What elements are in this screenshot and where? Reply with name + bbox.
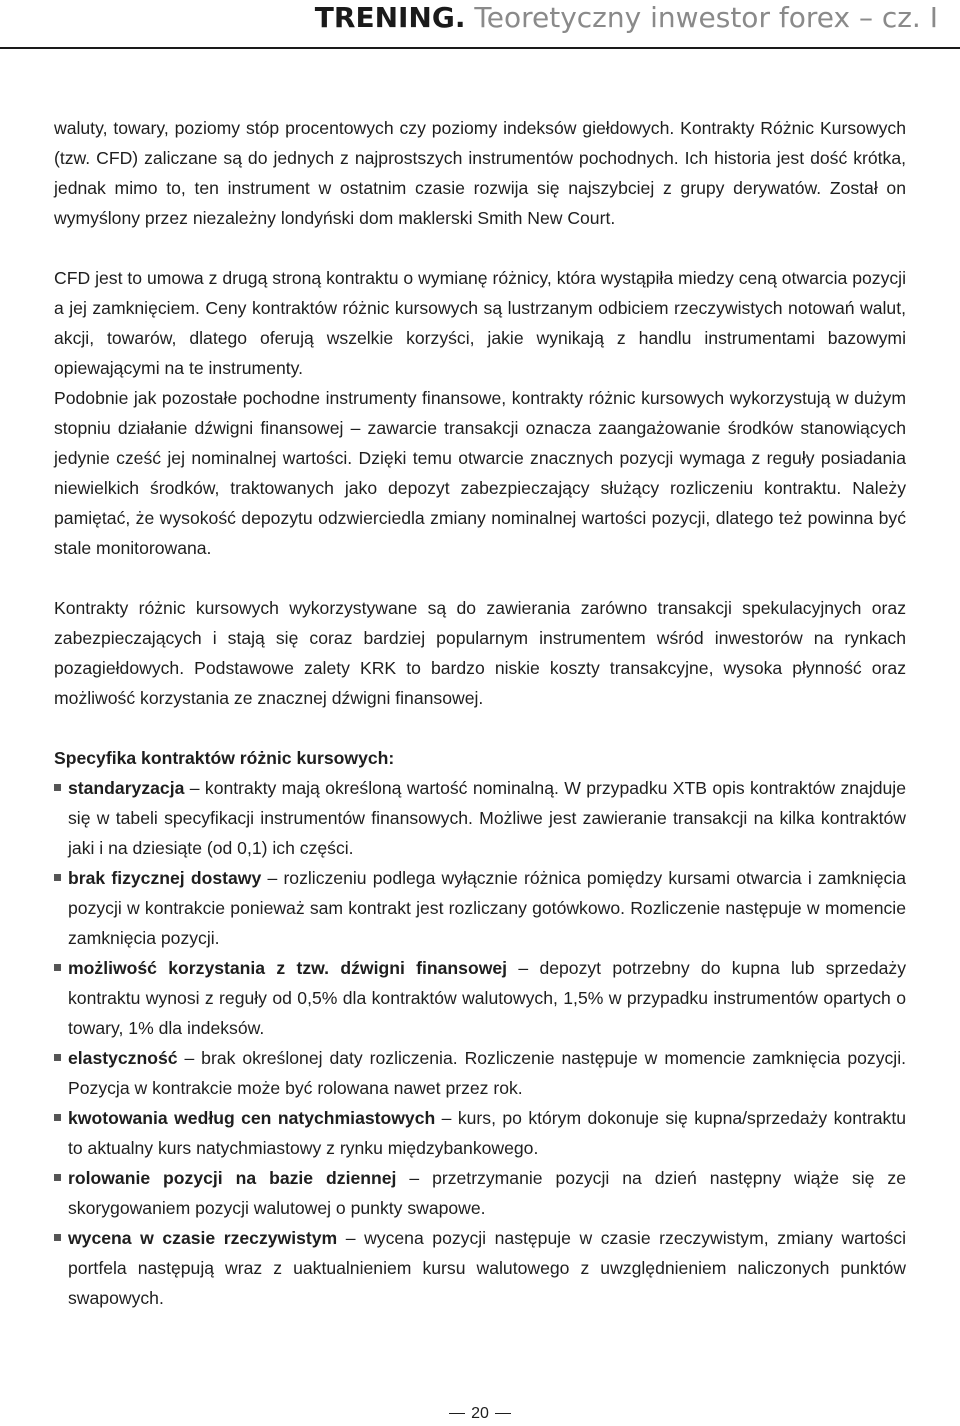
page-header (315, 0, 938, 44)
footer-dash-left (449, 1413, 465, 1414)
square-bullet-icon (54, 1234, 61, 1241)
header-title-bold: TRENING. (314, 1, 466, 34)
list-item (54, 1163, 906, 1223)
page-body (54, 113, 906, 1313)
list-item (54, 1223, 906, 1313)
list-item-term: kwotowania według cen natychmiastowych (68, 1108, 436, 1128)
paragraph-intro: waluty, towary, poziomy stóp procentowych czy poziomy indeksów giełdowych. Kontrakty Różnic Kursowych (tzw. CFD) zaliczane są do jednych z najprostszych instrumentów pochodnych. Ich historia jest dość krótka, jednak mimo to, ten instrument w ostatnim czasie rozwija się najszybciej z grupy derywatów. Został on wymyślony przez niezależny londyński dom maklerski Smith New Court. (54, 118, 906, 228)
square-bullet-icon (54, 874, 61, 881)
square-bullet-icon (54, 1174, 61, 1181)
header-title-light: Teoretyczny inwestor forex – cz. I (474, 1, 938, 34)
list-item-text: – depozyt potrzebny do kupna lub sprzedaży kontraktu wynosi z reguły od 0,5% dla kontraktów walutowych, 1,5% w przypadku instrumentów opartych o towary, 1% dla indeksów. (68, 958, 906, 1038)
list-item-term: brak fizycznej dostawy (68, 868, 262, 888)
list-item (54, 863, 906, 953)
list-item (54, 1043, 906, 1103)
list-item-term: elastyczność (68, 1048, 178, 1068)
list-item-text: – kurs, po którym dokonuje się kupna/sprzedaży kontraktu to aktualny kurs natychmiastowy z rynku międzybankowego. (68, 1108, 906, 1158)
footer-dash-right (495, 1413, 511, 1414)
paragraph-usage: Kontrakty różnic kursowych wykorzystywane są do zawierania zarówno transakcji spekulacyjnych oraz zabezpieczających i stają się coraz bardziej popularnym instrumentem wśród inwestorów na rynkach pozagiełdowych. Podstawowe zalety KRK to bardzo niskie koszty transakcyjne, wysoka płynność oraz możliwość korzystania ze znacznej dźwigni finansowej. (54, 598, 906, 708)
list-item (54, 953, 906, 1043)
spec-list (54, 773, 906, 1313)
page-footer (0, 1404, 960, 1424)
list-item (54, 1103, 906, 1163)
list-item-text: – rozliczeniu podlega wyłącznie różnica pomiędzy kursami otwarcia i zamknięcia pozycji w kontrakcie ponieważ sam kontrakt jest rozliczany gotówkowo. Rozliczenie następuje w momencie zamknięcia pozycji. (68, 868, 906, 948)
list-item-term: możliwość korzystania z tzw. dźwigni finansowej (68, 958, 508, 978)
square-bullet-icon (54, 1054, 61, 1061)
list-item-term: wycena w czasie rzeczywistym (68, 1228, 338, 1248)
list-item-text: – kontrakty mają określoną wartość nominalną. W przypadku XTB opis kontraktów znajduje się w tabeli specyfikacji instrumentów finansowych. Możliwe jest zawieranie transakcji na kilka kontraktów jaki i na dziesiąte (od 0,1) ich części. (68, 778, 906, 858)
square-bullet-icon (54, 1114, 61, 1121)
paragraph-spacer (54, 233, 906, 263)
list-item-term: rolowanie pozycji na bazie dziennej (68, 1168, 397, 1188)
paragraph-spacer (54, 713, 906, 743)
paragraph-spacer (54, 563, 906, 593)
paragraph-leverage: Podobnie jak pozostałe pochodne instrumenty finansowe, kontrakty różnic kursowych wykorzystują w dużym stopniu działanie dźwigni finansowej – zawarcie transakcji oznacza zaangażowanie środków stanowiących jedynie cześć jej nominalnej wartości. Dzięki temu otwarcie znacznych pozycji wymaga z reguły posiadania niewielkich środków, traktowanych jako depozyt zabezpieczający służący rozliczeniu kontraktu. Należy pamiętać, że wysokość depozytu odzwierciedla zmiany nominalnej wartości pozycji, dlatego też powinna być stale monitorowana. (54, 388, 906, 558)
list-item-text: – brak określonej daty rozliczenia. Rozliczenie następuje w momencie zamknięcia pozycji. Pozycja w kontrakcie może być rolowana nawet przez rok. (68, 1048, 906, 1098)
paragraph-cfd-definition: CFD jest to umowa z drugą stroną kontraktu o wymianę różnicy, która wystąpiła miedzy ceną otwarcia pozycji a jej zamknięciem. Ceny kontraktów różnic kursowych są lustrzanym odbiciem rzeczywistych notowań walut, akcji, towarów, dlatego oferują wszelkie korzyści, jakie wynikają z handlu instrumentami bazowymi opiewającymi na te instrumenty. (54, 268, 906, 378)
page-number: 20 (471, 1405, 489, 1422)
section-heading: Specyfika kontraktów różnic kursowych: (54, 748, 395, 768)
list-item-text: – przetrzymanie pozycji na dzień następny wiąże się ze skorygowaniem pozycji walutowej o punkty swapowe. (68, 1168, 906, 1218)
list-item-term: standaryzacja (68, 778, 185, 798)
square-bullet-icon (54, 964, 61, 971)
list-item-text: – wycena pozycji następuje w czasie rzeczywistym, zmiany wartości portfela następują wraz z uaktualnieniem kursu walutowego z uwzględnieniem naliczonych punktów swapowych. (68, 1228, 906, 1308)
square-bullet-icon (54, 784, 61, 791)
list-item (54, 773, 906, 863)
header-divider (0, 47, 960, 49)
